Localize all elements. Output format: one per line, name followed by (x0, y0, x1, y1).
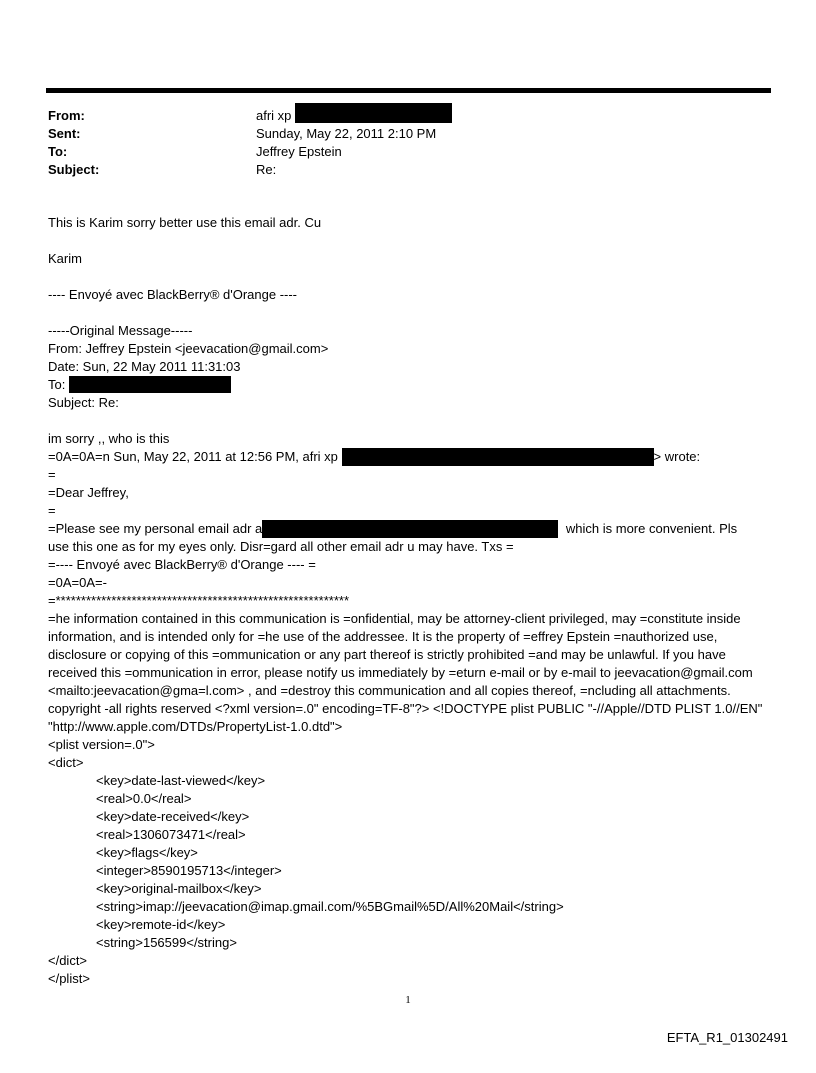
disclaimer-paragraph: =he information contained in this communication is =onfidential, may be attorney-client privileged, may =constitute inside information, and is intended only for =he use of the addressee. It is the property of =effrey Epstein =nauthorized use, disclosure or copying of this =ommunication or any part thereof is strictly prohibited =and may be unlawful. If you have received this =ommunication in error, please notify us immediately by =eturn e-mail or by e-mail to jeevacation@gmail.com <mailto:jeevacation@gma=l.com> , and =destroy this communication and all copies thereof, =ncluding all attachments. copyright -all rights reserved <?xml version=.0" encoding=TF-8"?> <!DOCTYPE plist PUBLIC "-//Apple//DTD PLIST 1.0//EN" "http://www.apple.com/DTDs/PropertyList-1.0.dtd"> (48, 611, 763, 734)
from-label: From: (48, 108, 85, 123)
quoted-line: = (48, 467, 56, 482)
to-label: To: (48, 144, 68, 159)
xml-line: <key>original-mailbox</key> (96, 881, 262, 896)
page-number: 1 (405, 994, 411, 1006)
xml-line: <key>flags</key> (96, 845, 198, 860)
quoted-line: =0A=0A=- (48, 575, 107, 590)
reply-text: im sorry ,, who is this (48, 431, 170, 446)
original-message-header: -----Original Message----- (48, 323, 193, 338)
wrote-prefix: =0A=0A=n Sun, May 22, 2011 at 12:56 PM, afri xp (48, 449, 338, 464)
body-line: This is Karim sorry better use this email adr. Cu (48, 215, 322, 230)
greeting: =Dear Jeffrey, (48, 485, 129, 500)
original-from: From: Jeffrey Epstein <jeevacation@gmail.com> (48, 341, 329, 356)
plist-close: </plist> (48, 971, 90, 986)
from-value (256, 107, 452, 125)
xml-line: <string>156599</string> (96, 935, 237, 950)
redaction-box (342, 448, 654, 466)
redaction-box (262, 520, 558, 538)
to-value: Jeffrey Epstein (256, 144, 342, 159)
xml-line: <string>imap://jeevacation@imap.gmail.com/%5BGmail%5D/All%20Mail</string> (96, 899, 564, 914)
wrote-line (48, 448, 778, 466)
quoted-device-signature: =---- Envoyé avec BlackBerry® d'Orange ---- = (48, 557, 316, 572)
from-name: afri xp (256, 108, 292, 123)
original-subject: Subject: Re: (48, 395, 119, 410)
please-suffix: which is more convenient. Pls (565, 521, 738, 536)
sent-label: Sent: (48, 126, 81, 141)
wrote-suffix: > wrote: (653, 449, 701, 464)
please-prefix: =Please see my personal email adr a (48, 521, 263, 536)
xml-line: <key>date-received</key> (96, 809, 250, 824)
document-id: EFTA_R1_01302491 (666, 1030, 788, 1045)
sent-value: Sunday, May 22, 2011 2:10 PM (256, 126, 437, 141)
subject-label: Subject: (48, 162, 100, 177)
original-to-label: To: (48, 377, 66, 392)
please-line (48, 520, 778, 538)
device-signature: ---- Envoyé avec BlackBerry® d'Orange ---- (48, 287, 298, 302)
dict-close: </dict> (48, 953, 88, 968)
xml-line: <key>remote-id</key> (96, 917, 226, 932)
quoted-line: = (48, 503, 56, 518)
xml-line: <real>1306073471</real> (96, 827, 246, 842)
xml-line: <integer>8590195713</integer> (96, 863, 282, 878)
email-body (48, 214, 778, 988)
please-continued: use this one as for my eyes only. Disr=gard all other email adr u may have. Txs = (48, 539, 514, 554)
plist-open: <plist version=.0"> (48, 737, 155, 752)
xml-line: <real>0.0</real> (96, 791, 192, 806)
subject-value: Re: (256, 162, 277, 177)
original-date: Date: Sun, 22 May 2011 11:31:03 (48, 359, 241, 374)
header-rule (46, 88, 771, 93)
redaction-box (69, 376, 231, 393)
original-to (48, 376, 778, 394)
signature-name: Karim (48, 251, 82, 266)
xml-line: <key>date-last-viewed</key> (96, 773, 266, 788)
redaction-box (295, 103, 452, 123)
dict-open: <dict> (48, 755, 84, 770)
asterisk-separator: =********************************************************** (48, 593, 350, 608)
